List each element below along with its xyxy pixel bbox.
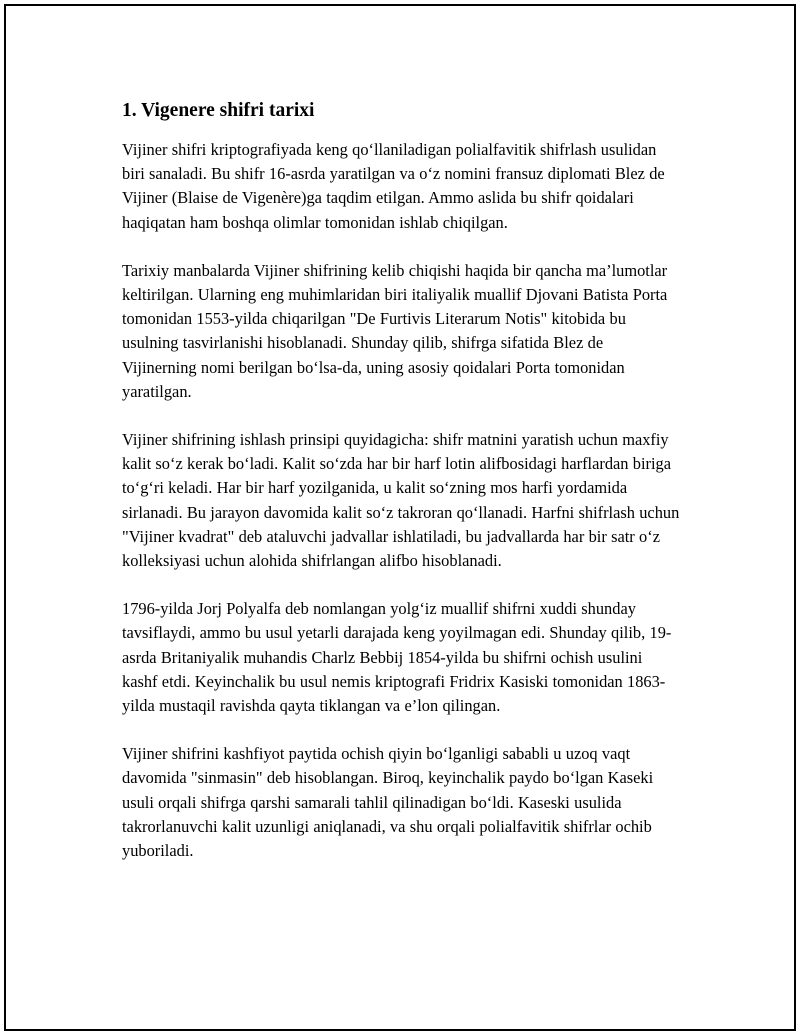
paragraph-working-principle: Vijiner shifrining ishlash prinsipi quyidagicha: shifr matnini yaratish uchun maxfiy kalit so‘z kerak bo‘ladi. Kalit so‘zda har bir harf lotin alifbosidagi harflardan biriga to‘g‘ri keladi. Har bir harf yozilganida, u kalit so‘zning mos harfi yordamida sirlanadi. Bu jarayon davomida kalit so‘z takroran qo‘llanadi. Harfni shifrlash uchun "Vijiner kvadrat" deb ataluvchi jadvallar ishlatiladi, bu jadvallarda har bir satr o‘z kolleksiyasi uchun alohida shifrlangan alifbo hisoblanadi. [122,430,680,571]
paragraph-history-sources: Tarixiy manbalarda Vijiner shifrining kelib chiqishi haqida bir qancha ma’lumotlar keltirilgan. Ularning eng muhimlaridan biri italiyalik muallif Djovani Batista Porta tomonidan 1553-yilda chiqarilgan "De Furtivis Literarum Notis" kitobida bu usulning tasvirlanishi hisoblanadi. Shunday qilib, shifrga sifatida Blez de Vijinerning nomi berilgan bo‘lsa-da, uning asosiy qoidalari Porta tomonidan yaratilgan. [122,260,668,401]
page-frame [4,4,796,1031]
section-heading: 1. Vigenere shifri tarixi [122,100,315,121]
document-body [120,98,680,887]
paragraph-cryptanalysis: Vijiner shifrini kashfiyot paytida ochish qiyin bo‘lganligi sababli u uzoq vaqt davomida "sinmasin" deb hisoblangan. Biroq, keyinchalik paydo bo‘lgan Kaseki usuli orqali shifrga qarshi samarali tahlil qilinadigan bo‘ldi. Kaseski usulida takrorlanuvchi kalit uzunligi aniqlanadi, va shu orqali polialfavitik shifrlar ochib yuboriladi. [122,744,654,861]
paragraph-breaking-history: 1796-yilda Jorj Polyalfa deb nomlangan yolg‘iz muallif shifrni xuddi shunday tavsiflaydi, ammo bu usul yetarli darajada keng yoyilmagan edi. Shunday qilib, 19-asrda Britaniyalik muhandis Charlz Bebbij 1854-yilda bu shifrni ochish usulini kashf etdi. Keyinchalik bu usul nemis kriptografi Fridrix Kasiski tomonidan 1863-yilda mustaqil ravishda qayta tiklangan va e’lon qilingan. [122,599,672,716]
paragraph-intro: Vijiner shifri kriptografiyada keng qo‘llaniladigan polialfavitik shifrlash usulidan biri sanaladi. Bu shifr 16-asrda yaratilgan va o‘z nomini fransuz diplomati Blez de Vijiner (Blaise de Vigenère)ga taqdim etilgan. Ammo aslida bu shifr qoidalari haqiqatan ham boshqa olimlar tomonidan ishlab chiqilgan. [122,140,665,232]
